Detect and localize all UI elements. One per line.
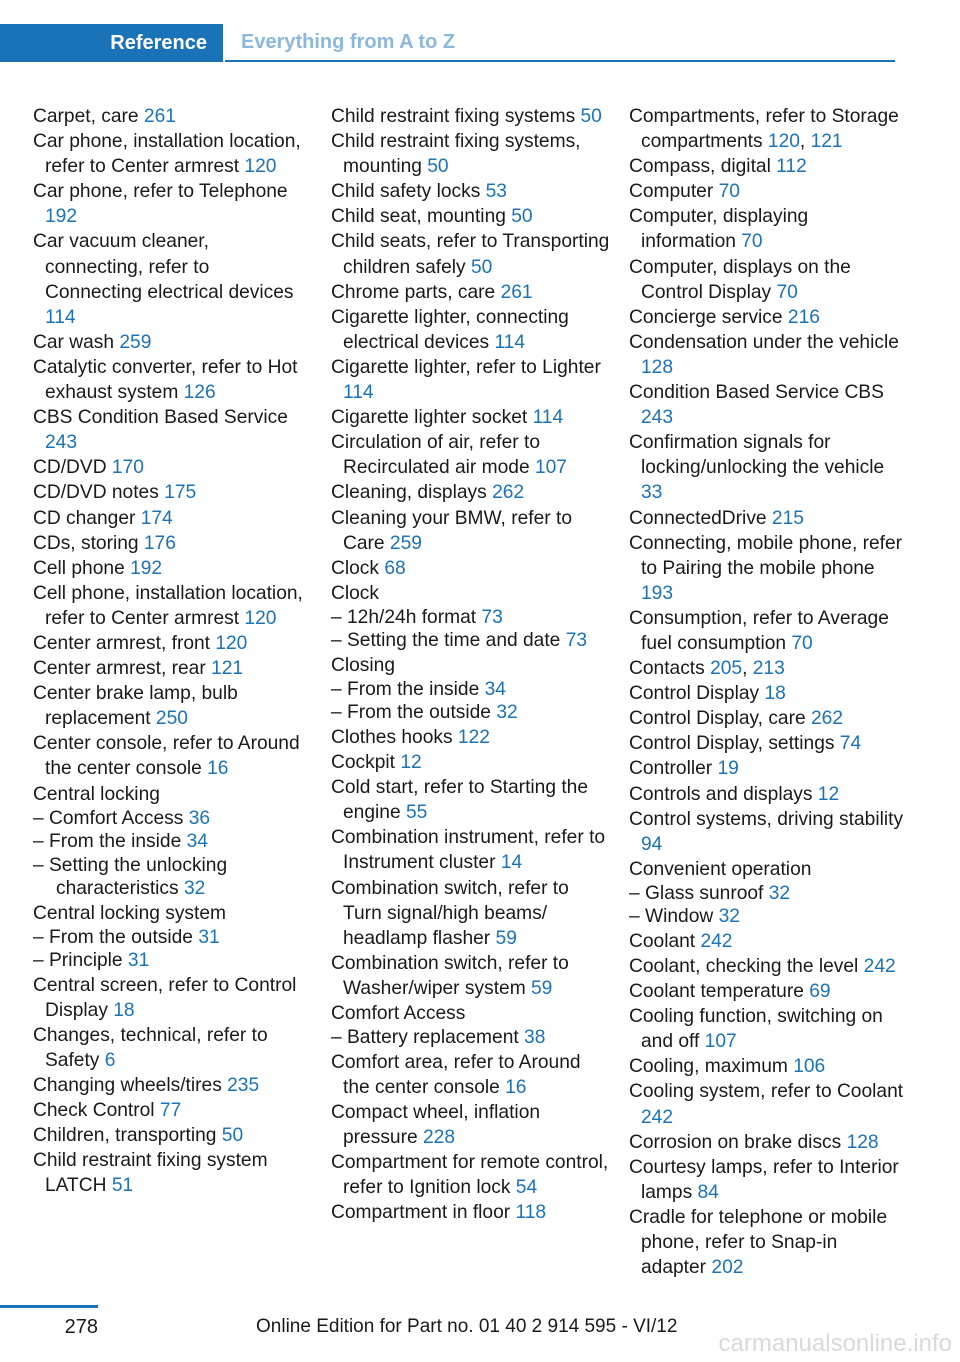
- index-entry: [629, 430, 907, 505]
- index-entry: [33, 1123, 308, 1148]
- entry-text: Clock: [331, 557, 385, 579]
- entry-text: Combination instrument, refer to Instrument cluster: [331, 827, 606, 874]
- entry-text: – From the outside: [33, 926, 199, 948]
- entry-text: – From the inside: [331, 678, 485, 700]
- index-entry: [33, 973, 308, 1023]
- page-link[interactable]: 192: [130, 557, 163, 579]
- index-entry: [629, 954, 907, 979]
- index-entry: [33, 229, 308, 329]
- page-link[interactable]: 126: [183, 382, 216, 404]
- entry-text: Control systems, driving stability: [629, 808, 904, 830]
- page-link[interactable]: 121: [810, 131, 843, 153]
- page-link[interactable]: 31: [198, 926, 220, 948]
- entry-text: Child restraint fixing systems, mounting: [331, 131, 581, 178]
- index-entry: [331, 1200, 611, 1225]
- page-link[interactable]: 128: [641, 356, 674, 378]
- entry-text: – Window: [629, 906, 719, 928]
- index-entry: [33, 531, 308, 556]
- page-link[interactable]: 243: [641, 407, 674, 429]
- page-link[interactable]: 36: [188, 807, 211, 829]
- index-entry: [629, 606, 907, 656]
- entry-text: Cooling system, refer to Coolant: [629, 1081, 904, 1103]
- watermark: carmanualsonline.info: [718, 1330, 952, 1357]
- entry-text: Center console, refer to Around the center console: [33, 733, 300, 780]
- page-link[interactable]: 59: [531, 977, 553, 999]
- page-link[interactable]: 32: [183, 878, 206, 900]
- page-link[interactable]: 120: [244, 156, 277, 178]
- page-link[interactable]: 38: [524, 1027, 546, 1049]
- index-entry: [331, 701, 611, 725]
- index-entry: [331, 825, 611, 875]
- page-link[interactable]: 174: [140, 507, 173, 529]
- entry-text: Confirmation signals for locking/unlocking the vehicle: [629, 432, 885, 479]
- page-link[interactable]: 73: [565, 630, 588, 652]
- page-link[interactable]: 19: [717, 758, 739, 780]
- page-link[interactable]: 68: [384, 557, 406, 579]
- index-entry: [331, 1026, 611, 1050]
- entry-text: Condensation under the vehicle: [629, 331, 899, 353]
- entry-text: Compact wheel, inflation pressure: [331, 1101, 541, 1148]
- page-link[interactable]: 74: [839, 733, 862, 755]
- page-link[interactable]: 122: [457, 726, 490, 748]
- index-entry: [331, 1050, 611, 1100]
- index-entry: [629, 731, 907, 756]
- entry-text: Cleaning, displays: [331, 482, 493, 504]
- index-entry: [629, 179, 907, 204]
- index-entry: [33, 854, 308, 901]
- index-entry: [33, 1073, 308, 1098]
- index-entry: [629, 905, 907, 929]
- entry-text: Circulation of air, refer to Recirculated air mode: [331, 432, 541, 479]
- index-entry: [629, 807, 907, 857]
- page-link[interactable]: 262: [492, 482, 525, 504]
- entry-text: Center armrest, front: [33, 632, 216, 654]
- page-link[interactable]: 50: [511, 206, 533, 228]
- index-entry: [33, 480, 308, 505]
- index-entry: [331, 1150, 611, 1200]
- index-entry: [331, 229, 611, 279]
- page-link[interactable]: 18: [764, 683, 786, 705]
- index-entry: [33, 455, 308, 480]
- page-link[interactable]: 32: [768, 882, 791, 904]
- index-entry: [33, 949, 308, 973]
- page-link[interactable]: 120: [215, 632, 248, 654]
- page-link[interactable]: 33: [641, 482, 663, 504]
- entry-text: Corrosion on brake discs: [629, 1131, 847, 1153]
- page-link[interactable]: 12: [817, 783, 840, 805]
- entry-text: Check Control: [33, 1100, 160, 1122]
- index-entry: [331, 750, 611, 775]
- page-link[interactable]: 176: [143, 532, 176, 554]
- index-entry: [331, 506, 611, 556]
- page-link[interactable]: 262: [811, 708, 844, 730]
- index-column-3: [629, 104, 907, 1280]
- page-link[interactable]: 50: [470, 256, 493, 278]
- page-link[interactable]: 261: [143, 106, 176, 127]
- page-link[interactable]: 70: [791, 632, 813, 654]
- index-entry: [33, 104, 308, 129]
- page-link[interactable]: 70: [741, 231, 763, 253]
- index-entry: [33, 330, 308, 355]
- entry-text: Control Display: [629, 683, 765, 705]
- page-link[interactable]: 205: [710, 658, 743, 680]
- entry-text: Controller: [629, 758, 718, 780]
- index-column-2: [331, 104, 611, 1225]
- entry-text: Chrome parts, care: [331, 281, 501, 303]
- page-link[interactable]: 84: [697, 1181, 719, 1203]
- entry-text: Computer, displays on the Control Display: [629, 256, 851, 303]
- entry-text: Cigarette lighter socket: [331, 407, 533, 429]
- page-link[interactable]: 70: [776, 281, 798, 303]
- entry-text: Condition Based Service CBS: [629, 382, 884, 404]
- entry-text: Cooling function, switching on and off: [629, 1006, 883, 1053]
- entry-text: CD changer: [33, 507, 141, 529]
- entry-text: Cleaning your BMW, refer to Care: [331, 507, 573, 554]
- entry-text: – 12h/24h format: [331, 606, 482, 628]
- page-link[interactable]: 73: [481, 606, 503, 628]
- index-entry: [629, 882, 907, 906]
- page-link[interactable]: 50: [221, 1125, 244, 1147]
- entry-text: Cooling, maximum: [629, 1056, 794, 1078]
- index-entry: [331, 606, 611, 630]
- page-link[interactable]: 193: [641, 582, 674, 604]
- entry-text: Central locking: [33, 783, 160, 805]
- entry-text: Combination switch, refer to Turn signal/high beams/ headlamp flasher: [331, 877, 569, 949]
- entry-text: Closing: [331, 654, 395, 676]
- entry-text: Children, transporting: [33, 1125, 222, 1147]
- chapter-title: Everything from A to Z: [225, 24, 895, 62]
- index-entry: [33, 1023, 308, 1073]
- index-entry: [331, 775, 611, 825]
- index-entry: [629, 782, 907, 807]
- page-link[interactable]: 114: [494, 331, 526, 353]
- index-entry: [629, 1130, 907, 1155]
- page-link[interactable]: 16: [207, 758, 229, 780]
- entry-text: ConnectedDrive: [629, 507, 772, 529]
- entry-text: Coolant temperature: [629, 981, 810, 1003]
- page-link[interactable]: 53: [485, 181, 507, 203]
- entry-text: Contacts: [629, 658, 711, 680]
- page-link[interactable]: 18: [113, 999, 135, 1021]
- index-entry: [331, 355, 611, 405]
- index-entry: [629, 1054, 907, 1079]
- index-entry: [629, 154, 907, 179]
- entry-text: CD/DVD: [33, 457, 112, 479]
- index-entry: [331, 556, 611, 581]
- entry-text: Cell phone, installation location, refer to Center armrest: [33, 582, 303, 629]
- entry-text: Coolant: [629, 930, 701, 952]
- entry-text: Cigarette lighter, refer to Lighter: [331, 356, 601, 378]
- page-link[interactable]: 50: [580, 106, 602, 127]
- entry-text: Cold start, refer to Starting the engine: [331, 777, 589, 824]
- page-link[interactable]: 120: [244, 607, 277, 629]
- page-link[interactable]: 216: [787, 306, 820, 328]
- index-entry: [629, 330, 907, 380]
- entry-text: Center brake lamp, bulb replacement: [33, 683, 238, 730]
- index-entry: [629, 1004, 907, 1054]
- entry-text: Central screen, refer to Control Display: [33, 974, 297, 1021]
- entry-text: Concierge service: [629, 306, 788, 328]
- page-link[interactable]: 243: [45, 432, 78, 454]
- index-entry: [33, 807, 308, 831]
- page-link[interactable]: 31: [127, 950, 150, 972]
- page-link[interactable]: 242: [863, 956, 896, 977]
- page-link[interactable]: 51: [111, 1175, 134, 1197]
- index-entry: [331, 951, 611, 1001]
- index-column-1: [33, 104, 308, 1199]
- entry-text: Connecting, mobile phone, refer to Pairing the mobile phone: [629, 532, 903, 579]
- entry-text: Compartment for remote control, refer to Ignition lock: [331, 1151, 609, 1199]
- index-entry: [629, 305, 907, 330]
- index-entry: Contacts 205, 213: [629, 658, 785, 680]
- entry-text: Control Display, care: [629, 708, 811, 730]
- entry-text: Compartment in floor: [331, 1202, 516, 1224]
- entry-text: – From the outside: [331, 702, 497, 724]
- entry-text: Child restraint fixing system LATCH: [33, 1150, 268, 1197]
- entry-text: – Setting the unlocking characteristics: [33, 854, 228, 900]
- page-link[interactable]: 16: [505, 1076, 527, 1098]
- entry-text: Carpet, care: [33, 106, 144, 127]
- index-entry: [33, 405, 308, 455]
- index-entry: [331, 204, 611, 229]
- entry-text: Center armrest, rear: [33, 658, 212, 680]
- page-link[interactable]: 32: [496, 702, 518, 724]
- index-entry: [629, 531, 907, 606]
- page-link[interactable]: 228: [422, 1126, 455, 1148]
- entry-text: – Setting the time and date: [331, 630, 566, 652]
- page-link[interactable]: 59: [495, 927, 517, 949]
- index-entry: [629, 929, 907, 954]
- page-link[interactable]: 114: [532, 407, 564, 429]
- entry-text: CBS Condition Based Service: [33, 407, 288, 429]
- page-link[interactable]: 235: [227, 1075, 260, 1097]
- entry-text: Compartments, refer to Storage compartments: [629, 106, 899, 153]
- page-link[interactable]: 259: [389, 532, 422, 554]
- page-link[interactable]: 12: [400, 752, 422, 774]
- index-entry: [629, 706, 907, 731]
- page-link[interactable]: 94: [641, 833, 663, 855]
- page-link[interactable]: 107: [704, 1031, 737, 1053]
- page-link[interactable]: 250: [155, 708, 188, 730]
- entry-text: Compass, digital: [629, 156, 777, 178]
- index-entry: [33, 631, 308, 656]
- index-entry: [33, 656, 308, 681]
- index-entry: [629, 979, 907, 1004]
- index-entry: [33, 355, 308, 405]
- index-entry: [629, 1205, 907, 1280]
- index-entry: [331, 405, 611, 430]
- entry-text: Child restraint fixing systems: [331, 106, 581, 127]
- page-link[interactable]: 170: [111, 457, 144, 479]
- entry-text: Comfort area, refer to Around the center console: [331, 1051, 581, 1098]
- entry-text: Combination switch, refer to Washer/wiper system: [331, 952, 569, 999]
- entry-text: Central locking system: [33, 902, 227, 924]
- page-link[interactable]: 128: [846, 1131, 879, 1153]
- page-link[interactable]: 112: [776, 156, 807, 178]
- index-entry: [331, 430, 611, 480]
- entry-text: Cigarette lighter, connecting electrical devices: [331, 306, 569, 353]
- index-entry: [331, 480, 611, 505]
- index-entry: [33, 506, 308, 531]
- entry-text: Consumption, refer to Average fuel consumption: [629, 607, 889, 654]
- entry-text: Control Display, settings: [629, 733, 840, 755]
- page-link[interactable]: 261: [500, 281, 533, 303]
- page-header: [0, 24, 895, 62]
- index-entry: Compartments, refer to Storage compartments 120, 121: [629, 106, 899, 153]
- page-link[interactable]: 192: [45, 206, 78, 228]
- index-entry: [33, 926, 308, 950]
- entry-text: Coolant, checking the level: [629, 956, 864, 977]
- entry-text: CDs, storing: [33, 532, 144, 554]
- entry-text: Convenient operation: [629, 858, 812, 880]
- page-link[interactable]: 34: [186, 831, 208, 853]
- page-link[interactable]: 32: [718, 906, 740, 928]
- page-link[interactable]: 54: [515, 1177, 538, 1199]
- entry-text: Courtesy lamps, refer to Interior lamps: [629, 1156, 899, 1203]
- entry-text: – Principle: [33, 950, 128, 972]
- index-entry: [33, 581, 308, 631]
- index-entry: [331, 129, 611, 179]
- entry-text: Controls and displays: [629, 783, 818, 805]
- entry-text: Car phone, refer to Telephone: [33, 181, 288, 203]
- edition-note: Online Edition for Part no. 01 40 2 914 595 - VI/12: [256, 1316, 678, 1337]
- entry-text: Cell phone: [33, 557, 131, 579]
- page-link[interactable]: 202: [711, 1257, 744, 1279]
- index-entry: [33, 830, 308, 854]
- page-link[interactable]: 70: [718, 181, 740, 203]
- index-entry: [33, 556, 308, 581]
- index-entry: [331, 179, 611, 204]
- entry-text: Cradle for telephone or mobile phone, refer to Snap-in adapter: [629, 1206, 888, 1279]
- entry-text: Child safety locks: [331, 181, 486, 203]
- page-link[interactable]: 34: [484, 678, 506, 700]
- index-entry: [331, 876, 611, 951]
- entry-text: Car phone, installation location, refer to Center armrest: [33, 131, 301, 178]
- index-entry: [629, 255, 907, 305]
- index-entry: [629, 506, 907, 531]
- entry-text: Changes, technical, refer to Safety: [33, 1024, 268, 1071]
- index-entry: [33, 782, 308, 807]
- entry-text: Child seat, mounting: [331, 206, 512, 228]
- index-entry: [331, 678, 611, 702]
- page-link[interactable]: 69: [809, 981, 831, 1003]
- index-entry: [33, 1098, 308, 1123]
- index-entry: [629, 1155, 907, 1205]
- index-entry: [33, 129, 308, 179]
- footer-rule: [0, 1305, 98, 1308]
- index-entry: [629, 1079, 907, 1129]
- index-entry: [331, 305, 611, 355]
- entry-text: Comfort Access: [331, 1003, 466, 1024]
- index-entry: [331, 725, 611, 750]
- index-entry: [33, 901, 308, 926]
- entry-text: CD/DVD notes: [33, 482, 165, 504]
- page-link[interactable]: 175: [164, 482, 197, 504]
- index-entry: [331, 1100, 611, 1150]
- page-link[interactable]: 259: [119, 331, 152, 353]
- entry-text: Clock: [331, 582, 379, 604]
- page-link[interactable]: 55: [405, 802, 428, 824]
- page-link[interactable]: 215: [771, 507, 804, 529]
- index-entry: [629, 204, 907, 254]
- entry-text: – Comfort Access: [33, 807, 189, 829]
- page-link[interactable]: 114: [45, 306, 76, 328]
- index-entry: [33, 681, 308, 731]
- index-entry: [629, 681, 907, 706]
- page-link[interactable]: 14: [500, 852, 523, 874]
- index-entry: [33, 179, 308, 229]
- entry-text: – From the inside: [33, 831, 187, 853]
- page-link[interactable]: 213: [752, 658, 785, 680]
- index-entry: [331, 104, 611, 129]
- entry-text: Cockpit: [331, 752, 401, 774]
- page-link[interactable]: 77: [159, 1100, 182, 1122]
- page-link[interactable]: 242: [700, 930, 733, 952]
- index-entry: [629, 380, 907, 430]
- page-number: 278: [64, 1316, 98, 1338]
- page-link[interactable]: 120: [767, 131, 800, 153]
- entry-text: Car wash: [33, 331, 120, 353]
- entry-text: Car vacuum cleaner, connecting, refer to Connecting electrical devices: [33, 231, 294, 303]
- entry-text: Changing wheels/tires: [33, 1075, 228, 1097]
- index-entry: [629, 857, 907, 882]
- entry-text: – Glass sunroof: [629, 882, 769, 904]
- index-entry: [33, 1148, 308, 1198]
- index-entry: [331, 581, 611, 606]
- index-entry: [629, 756, 907, 781]
- index-entry: [331, 280, 611, 305]
- entry-text: Child seats, refer to Transporting children safely: [331, 231, 610, 278]
- index-entry: [331, 629, 611, 653]
- entry-text: Computer, displaying information: [629, 206, 809, 253]
- page-link[interactable]: 121: [211, 658, 244, 680]
- page-link[interactable]: 118: [515, 1202, 547, 1224]
- entry-text: – Battery replacement: [331, 1027, 525, 1049]
- page-link[interactable]: 107: [534, 457, 567, 479]
- entry-text: Clothes hooks: [331, 726, 458, 748]
- page-link[interactable]: 6: [104, 1050, 116, 1071]
- index-entry: [331, 653, 611, 678]
- page-link[interactable]: 114: [343, 382, 374, 404]
- index-entry: [33, 731, 308, 781]
- index-entry: [331, 1001, 611, 1026]
- section-tab[interactable]: Reference: [0, 24, 223, 62]
- entry-text: Computer: [629, 181, 719, 203]
- page-link[interactable]: 106: [793, 1056, 826, 1078]
- entry-text: Catalytic converter, refer to Hot exhaust system: [33, 356, 298, 404]
- page-link[interactable]: 50: [427, 156, 449, 178]
- page-link[interactable]: 242: [641, 1106, 674, 1128]
